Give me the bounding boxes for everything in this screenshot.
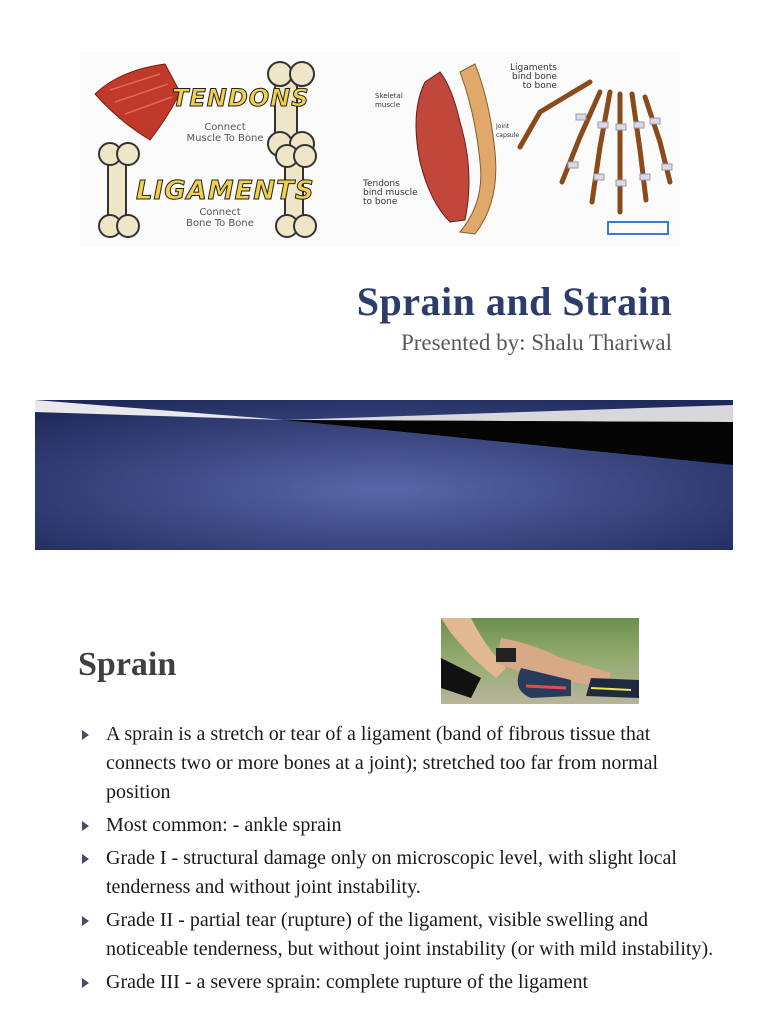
sprain-bullet-list [82,720,722,1001]
ankle-sprain-photo [441,618,639,704]
presenter-line: Presented by: Shalu Thariwal [400,330,672,355]
list-item: A sprain is a stretch or tear of a ligament (band of fibrous tissue that connects two or more bones at a joint); stretched too far from normal position [82,720,722,807]
tendons-ligaments-illustration [80,52,680,247]
ligaments-sublabel: Connect Bone To Bone [186,207,254,229]
bullet-arrow-icon [82,821,89,831]
ligaments-label: LIGAMENTS [136,176,315,206]
list-item: Grade III - a severe sprain: complete rupture of the ligament [82,968,722,997]
joint-capsule-label: Joint capsule [496,123,520,139]
decorative-banner [35,400,733,550]
presentation-title: Sprain and Strain [356,279,672,324]
anatomy-artwork [80,52,680,247]
tendons-bind-label: Tendons bind muscle to bone [363,179,418,207]
section-heading: Sprain [78,646,177,683]
bullet-arrow-icon [82,916,89,926]
runner-photo-art [441,618,639,704]
list-item: Most common: - ankle sprain [82,811,722,840]
bullet-arrow-icon [82,854,89,864]
banner-shape [35,400,733,550]
list-item: Grade II - partial tear (rupture) of the ligament, visible swelling and noticeable tenderness, but without joint instability (or with mild instability). [82,906,722,964]
skeletal-muscle-label: Skeletal muscle [375,92,403,109]
ligaments-bind-label: Ligaments bind bone to bone [510,63,557,91]
tendons-label: TENDONS [172,84,310,112]
bullet-arrow-icon [82,978,89,988]
bullet-arrow-icon [82,730,89,740]
list-item: Grade I - structural damage only on microscopic level, with slight local tenderness and without joint instability. [82,844,722,902]
tendons-sublabel: Connect Muscle To Bone [186,122,264,144]
